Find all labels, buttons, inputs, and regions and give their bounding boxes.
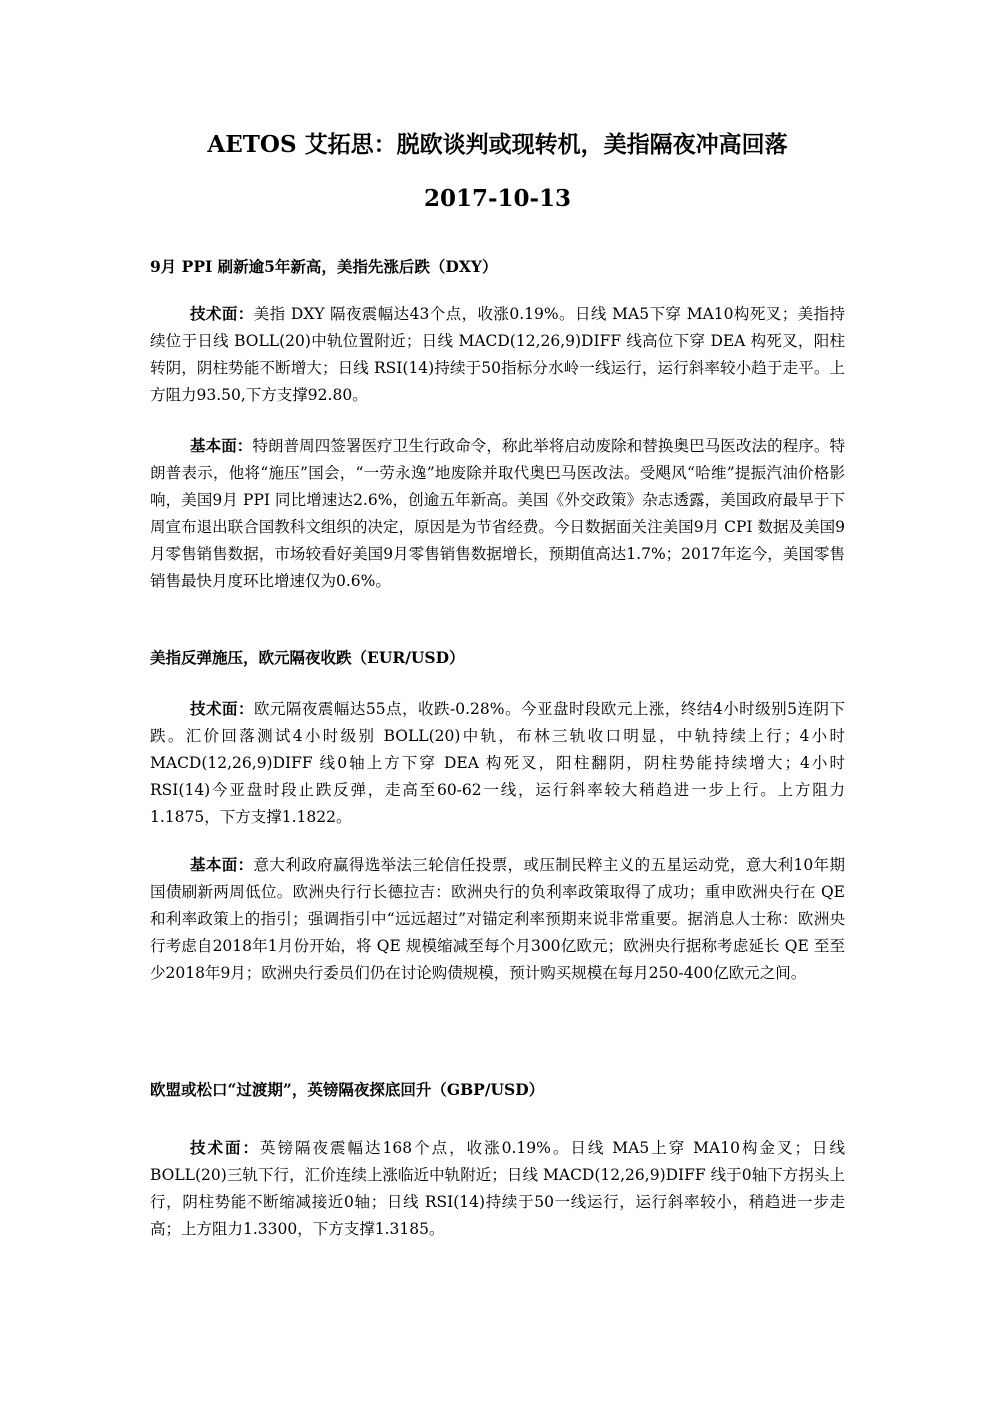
- section-dxy-technical: [150, 300, 845, 409]
- technical-label: 技术面：: [190, 304, 254, 323]
- technical-text: 英镑隔夜震幅达168个点，收涨0.19%。日线 MA5上穿 MA10构金叉；日线 BOLL(20)三轨下行，汇价连续上涨临近中轨附近；日线 MACD(12,26,9)DIFF 线于0轴下方拐头上行，阴柱势能不断缩减接近0轴；日线 RSI(14)持续于50一线运行，运行斜率较小，稍趋进一步走高；上方阻力1.3300，下方支撑1.3185。: [150, 1139, 845, 1238]
- section-heading-eurusd: 美指反弹施压，欧元隔夜收跌（EUR/USD）: [150, 648, 465, 667]
- fundamental-label: 基本面：: [190, 855, 254, 874]
- technical-text: 美指 DXY 隔夜震幅达43个点，收涨0.19%。日线 MA5下穿 MA10构死叉；美指持续位于日线 BOLL(20)中轨位置附近；日线 MACD(12,26,9)DIFF 线高位下穿 DEA 构死叉，阳柱转阴，阴柱势能不断增大；日线 RSI(14)持续于50指标分水岭一线运行，运行斜率较小趋于走平。上方阻力93.50,下方支撑92.80。: [150, 305, 845, 404]
- technical-label: 技术面：: [190, 699, 254, 718]
- technical-text: 欧元隔夜震幅达55点，收跌-0.28%。今亚盘时段欧元上涨，终结4小时级别5连阴下跌。汇价回落测试4小时级别 BOLL(20)中轨，布林三轨收口明显，中轨持续上行；4小时 MACD(12,26,9)DIFF 线0轴上方下穿 DEA 构死叉，阳柱翻阴，阴柱势能持续增大；4小时 RSI(14)今亚盘时段止跌反弹，走高至60-62一线，运行斜率较大稍趋进一步上行。上方阻力1.1875，下方支撑1.1822。: [150, 700, 845, 826]
- section-gbpusd-technical: [150, 1134, 845, 1243]
- section-heading-gbpusd: 欧盟或松口“过渡期”，英镑隔夜探底回升（GBP/USD）: [150, 1080, 545, 1099]
- fundamental-label: 基本面：: [190, 436, 253, 455]
- document-title: AETOS 艾拓思：脱欧谈判或现转机，美指隔夜冲高回落: [207, 131, 788, 158]
- fundamental-text: 意大利政府赢得选举法三轮信任投票，或压制民粹主义的五星运动党，意大利10年期国债刷新两周低位。欧洲央行行长德拉吉：欧洲央行的负利率政策取得了成功；重申欧洲央行在 QE 和利率政策上的指引；强调指引中“远远超过”对锚定利率预期来说非常重要。据消息人士称：欧洲央行考虑自2018年1月份开始，将 QE 规模缩减至每个月300亿欧元；欧洲央行据称考虑延长 QE 至至少2018年9月；欧洲央行委员们仍在讨论购债规模，预计购买规模在每月250-400亿欧元之间。: [150, 856, 845, 982]
- section-eurusd-fundamental: [150, 851, 845, 987]
- section-dxy-fundamental: [150, 432, 845, 595]
- document-date: 2017-10-13: [423, 185, 572, 212]
- section-eurusd-technical: [150, 695, 845, 831]
- section-heading-dxy: 9月 PPI 刷新逾5年新高，美指先涨后跌（DXY）: [150, 257, 498, 276]
- fundamental-text: 特朗普周四签署医疗卫生行政命令，称此举将启动废除和替换奥巴马医改法的程序。特朗普表示，他将“施压”国会，“一劳永逸”地废除并取代奥巴马医改法。受飓风“哈维”提振汽油价格影响，美国9月 PPI 同比增速达2.6%，创逾五年新高。美国《外交政策》杂志透露，美国政府最早于下周宣布退出联合国教科文组织的决定，原因是为节省经费。今日数据面关注美国9月 CPI 数据及美国9月零售销售数据，市场较看好美国9月零售销售数据增长，预期值高达1.7%；2017年迄今，美国零售销售最快月度环比增速仅为0.6%。: [150, 437, 845, 590]
- technical-label: 技术面：: [190, 1138, 261, 1157]
